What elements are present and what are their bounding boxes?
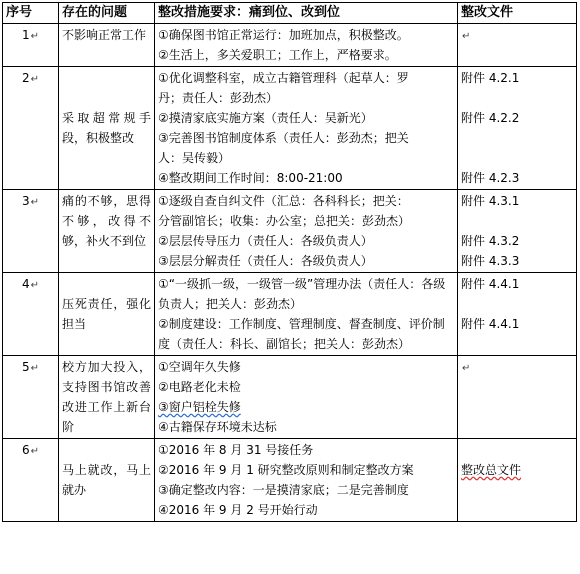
- row-no: 1↵: [3, 24, 59, 67]
- row-measures: [155, 439, 458, 522]
- measure-line: ②电路老化未检: [158, 380, 241, 394]
- measure-line: ②2016 年 9 月 1 研究整改原则和制定整改方案: [158, 463, 414, 477]
- measure-line: ①“一级抓一级，一级管一级”管理办法（责任人：各级负责人；把关人：彭劲杰）: [158, 277, 446, 311]
- measure-line: 丹；责任人：彭劲杰）: [158, 91, 279, 105]
- header-no: 序号: [3, 3, 59, 24]
- row-files: ↵: [458, 24, 577, 67]
- row-no: 2↵: [3, 67, 59, 190]
- row-problem: 不影响正常工作: [59, 24, 155, 67]
- row-problem: 痛的不够，思得不够，改得不够，补火不到位: [59, 190, 155, 273]
- measure-line: ②摸清家底实施方案（责任人：吴新光）: [158, 111, 373, 125]
- row-files: [458, 67, 577, 190]
- table-row: [3, 67, 577, 190]
- file-link[interactable]: 附件 4.2.1: [461, 71, 520, 85]
- row-no: 4↵: [3, 273, 59, 356]
- table-row: [3, 356, 577, 439]
- row-problem: 马上就改，马上就办: [59, 439, 155, 522]
- row-measures: [155, 356, 458, 439]
- measure-line: ①2016 年 8 月 31 号接任务: [158, 443, 314, 457]
- measure-line: ④2016 年 9 月 2 号开始行动: [158, 503, 318, 517]
- row-files: ↵: [458, 356, 577, 439]
- table-row: [3, 190, 577, 273]
- file-spacer: [461, 88, 573, 108]
- table-row: [3, 439, 577, 522]
- row-no: 6↵: [3, 439, 59, 522]
- row-files: [458, 190, 577, 273]
- file-spacer: [461, 211, 573, 231]
- row-measures: [155, 24, 458, 67]
- file-link[interactable]: 附件 4.3.2: [461, 234, 520, 248]
- measure-line: ④古籍保存环境未达标: [158, 420, 277, 434]
- measure-line: ③确定整改内容：一是摸清家底；二是完善制度: [158, 483, 409, 497]
- table-row: [3, 24, 577, 67]
- file-link[interactable]: 附件 4.2.3: [461, 171, 520, 185]
- row-problem: 采取超常规手段，积极整改: [59, 67, 155, 190]
- file-link[interactable]: 附件 4.4.1: [461, 317, 520, 331]
- file-spacer: [461, 294, 573, 314]
- measure-line: ③窗户铝栓失修: [158, 400, 241, 414]
- file-link[interactable]: 附件 4.3.3: [461, 254, 520, 268]
- file-link[interactable]: 整改总文件: [461, 463, 522, 477]
- file-spacer: [461, 440, 573, 460]
- row-measures: [155, 273, 458, 356]
- measure-line: ①逐级自查自纠文件（汇总：各科科长；把关：: [158, 194, 409, 208]
- row-files: [458, 439, 577, 522]
- file-link[interactable]: 附件 4.2.2: [461, 111, 520, 125]
- measure-line: 人：吴传毅）: [158, 151, 231, 165]
- measure-line: ①优化调整科室，成立古籍管理科（起草人：罗: [158, 71, 409, 85]
- header-problem: 存在的问题: [59, 3, 155, 24]
- header-measures: 整改措施要求：痛到位、改到位: [155, 3, 458, 24]
- measure-line: ③层层分解责任（责任人：各级负责人）: [158, 254, 373, 268]
- file-link[interactable]: 附件 4.4.1: [461, 277, 520, 291]
- measure-line: ②生活上，多关爱职工；工作上，严格要求。: [158, 48, 397, 62]
- header-files: 整改文件: [458, 3, 577, 24]
- table-row: [3, 273, 577, 356]
- row-no: 5↵: [3, 356, 59, 439]
- measure-line: 分管副馆长；收集：办公室；总把关：彭劲杰）: [158, 214, 411, 228]
- file-link[interactable]: 附件 4.3.1: [461, 194, 520, 208]
- measure-line: ④整改期间工作时间：8:00-21:00: [158, 171, 343, 185]
- measure-line: ①空调年久失修: [158, 360, 241, 374]
- measure-line: ①确保图书馆正常运行：加班加点，积极整改。: [158, 28, 409, 42]
- rectification-table: [2, 2, 577, 522]
- row-no: 3↵: [3, 190, 59, 273]
- row-problem: 校方加大投入，支持图书馆改善改进工作上新台阶: [59, 356, 155, 439]
- row-problem: 压死责任，强化担当: [59, 273, 155, 356]
- measure-line: ②制度建设：工作制度、管理制度、督查制度、评价制度（责任人：科长、副馆长；把关人：彭劲杰）: [158, 317, 445, 351]
- header-row: [3, 3, 577, 24]
- row-measures: [155, 190, 458, 273]
- row-files: [458, 273, 577, 356]
- measure-line: ③完善图书馆制度体系（责任人：彭劲杰；把关: [158, 131, 409, 145]
- file-spacer: [461, 148, 573, 168]
- row-measures: [155, 67, 458, 190]
- file-spacer: [461, 128, 573, 148]
- measure-line: ②层层传导压力（责任人：各级负责人）: [158, 234, 373, 248]
